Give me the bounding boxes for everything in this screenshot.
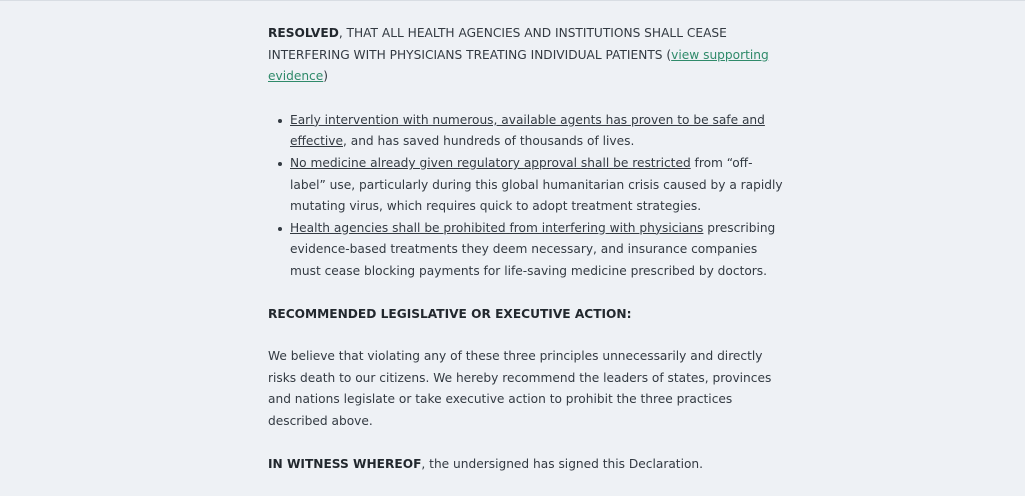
recommended-heading: RECOMMENDED LEGISLATIVE OR EXECUTIVE ACTION: [268,306,632,321]
resolved-paragraph [268,23,788,88]
resolved-label: RESOLVED [268,26,339,40]
list-item [290,110,788,153]
declaration-article [268,23,788,475]
list-item [290,218,788,283]
witness-text: , the undersigned has signed this Declaration. [421,456,704,471]
principle-text: , and has saved hundreds of thousands of lives. [342,134,635,149]
view-supporting-evidence-link[interactable]: view supporting evidence [268,47,769,84]
list-item [290,153,788,218]
principle-underlined: Early intervention with numerous, available agents has proven to be safe and effective [290,112,765,149]
witness-label: IN WITNESS WHEREOF [268,456,422,471]
principle-underlined: No medicine already given regulatory approval shall be restricted [290,155,691,170]
resolved-text: , THAT ALL HEALTH AGENCIES AND INSTITUTIONS SHALL CEASE INTERFERING WITH PHYSICIANS TREATING INDIVIDUAL PATIENTS ( [268,26,727,62]
principle-text: prescribing evidence-based treatments they deem necessary, and insurance companies must cease blocking payments for life-saving medicine prescribed by doctors. [290,220,776,278]
witness-paragraph [268,454,788,476]
resolved-close-paren: ) [323,69,329,84]
principle-underlined: Health agencies shall be prohibited from interfering with physicians [290,220,704,235]
principles-list [268,110,788,283]
recommended-paragraph: We believe that violating any of these three principles unnecessarily and directly risks death to our citizens. We hereby recommend the leaders of states, provinces and nations legislate or take executive action to prohibit the three practices described above. [268,349,772,428]
principle-text: from “off-label” use, particularly during this global humanitarian crisis caused by a rapidly mutating virus, which requires quick to adopt treatment strategies. [290,155,783,214]
